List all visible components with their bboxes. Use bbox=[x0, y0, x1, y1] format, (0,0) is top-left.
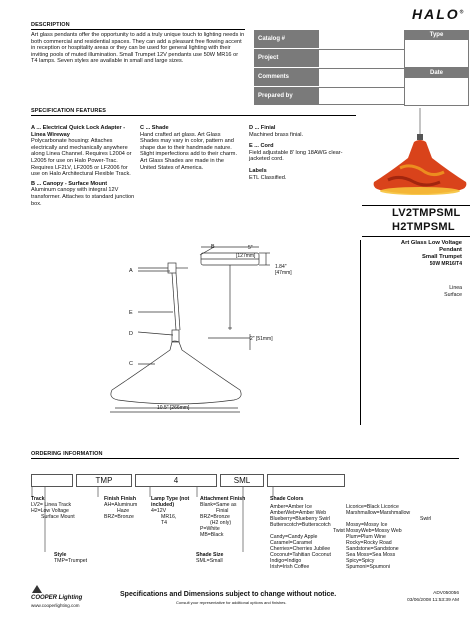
product-description bbox=[362, 240, 462, 268]
model-name-1: LV2TMPSML bbox=[392, 207, 461, 219]
date-field[interactable] bbox=[404, 78, 469, 106]
order-finish bbox=[104, 496, 137, 520]
attach-line-2: Finial bbox=[216, 508, 229, 514]
description-text: Art glass pendants offer the opportunity to add a truly unique touch to lighting needs in both commercial and residential spaces. They can add a pleasant free flowing accent in reception or hospitality areas or they can be used for general lighting with their inviting pools of muted illumination. Small Trumpet 12V pendants use 50W MR16 or T4 lamps. Seven styles are available in small and large sizes. bbox=[31, 32, 245, 65]
lamp-line-2: MR16, bbox=[161, 514, 177, 520]
spec-c-text: Hand crafted art glass. Art Glass Shades may vary in color, pattern and shape due to their handmade nature. Slight imperfections add to their charm. Art Glass Shades are made in the United States of America. bbox=[140, 131, 238, 171]
order-box-track[interactable] bbox=[31, 474, 73, 487]
dim-10-5: 10.5" [266mm] bbox=[157, 405, 190, 411]
color-item: Marshmallow=Marshmallow bbox=[346, 510, 411, 516]
labels-text: ETL Classified. bbox=[249, 174, 287, 181]
cooper-logo: COOPER Lighting bbox=[31, 595, 83, 601]
track-title: Track bbox=[31, 496, 45, 502]
color-item: Cherries=Cherries Jubilee bbox=[270, 546, 331, 552]
style-line-1: TMP=Trumpet bbox=[54, 558, 88, 564]
track-line-1: LV2= Linea Track bbox=[31, 502, 72, 508]
order-box-style[interactable]: TMP bbox=[76, 474, 132, 487]
labels-title: Labels bbox=[249, 167, 267, 174]
pendant-finial bbox=[417, 134, 423, 140]
attach-line-1: Blank=Same as bbox=[200, 502, 237, 508]
track-line-3: Surface Mount bbox=[41, 514, 75, 520]
comments-label: Comments bbox=[254, 68, 319, 86]
catalog-label: Catalog # bbox=[254, 30, 319, 48]
spec-d-text: Machined brass finial. bbox=[249, 131, 304, 138]
order-shade-colors bbox=[270, 496, 460, 570]
attach-title: Attachment Finish bbox=[200, 496, 246, 502]
attach-line-6: MB=Black bbox=[200, 532, 224, 538]
track-line-2: H2=Low Voltage bbox=[31, 508, 69, 514]
dim-2: 2" [51mm] bbox=[250, 336, 273, 342]
color-item: AmberWeb=Amber Web bbox=[270, 510, 327, 516]
dim-5-in: 5" bbox=[248, 245, 253, 251]
product-divider-v bbox=[360, 240, 361, 425]
color-item: Plum=Plum Wine bbox=[346, 534, 386, 540]
color-item: Twist bbox=[333, 528, 345, 534]
spec-b-title: B ... Canopy - Surface Mount bbox=[31, 180, 108, 187]
attach-line-3: BRZ=Bronze bbox=[200, 514, 230, 520]
footer-notice: Specifications and Dimensions subject to change without notice. bbox=[120, 591, 337, 598]
series-linea: Linea bbox=[449, 285, 462, 291]
spec-col-a bbox=[31, 125, 135, 207]
order-shade-size bbox=[196, 552, 223, 564]
order-lamp bbox=[151, 496, 193, 526]
color-item: Coconut=Tahitian Coconut bbox=[270, 552, 331, 558]
label-e: E bbox=[129, 310, 133, 316]
color-item: Caramel=Caramel bbox=[270, 540, 313, 546]
spec-form bbox=[254, 30, 469, 106]
date-label: Date bbox=[404, 68, 469, 78]
catalog-field[interactable] bbox=[319, 30, 404, 48]
dim-184-in: 1.84" bbox=[275, 264, 287, 270]
brand-name: HALO bbox=[412, 6, 460, 22]
footer-consult: Consult your representative for additional options and finishes. bbox=[176, 600, 287, 605]
desc-line-3: Small Trumpet bbox=[422, 254, 462, 260]
lamp-line-1: 4=12V bbox=[151, 508, 167, 514]
spec-a-title: A ... Electrical Quick Lock Adapter - Linea Wireway bbox=[31, 125, 126, 138]
cooper-logo-icon bbox=[31, 584, 43, 594]
dimension-drawing bbox=[110, 240, 360, 420]
colors-col-2 bbox=[346, 504, 446, 570]
color-item: Candy=Candy Apple bbox=[270, 534, 318, 540]
shade-size-title: Shade Size bbox=[196, 552, 224, 558]
finish-line-2: Haze bbox=[117, 508, 130, 514]
description-heading: DESCRIPTION bbox=[31, 22, 70, 28]
shade-size-line-1: SML=Small bbox=[196, 558, 223, 564]
label-d: D bbox=[129, 331, 133, 337]
spec-a-text: Polycarbonate housing: Attaches electrically and mechanically anywhere along Linea Channel. Requires L2004 or L2005 for use on Halo Power-Trac. Requires LF2LV, LF2005 or LF2006 for use on Halo Architectural Flexible Track. bbox=[31, 138, 132, 178]
spec-heading: SPECIFICATION FEATURES bbox=[31, 108, 107, 114]
product-rule-2 bbox=[362, 236, 470, 237]
attach-line-4: (H2 only) bbox=[210, 520, 232, 526]
ordering-heading: ORDERING INFORMATION bbox=[31, 451, 103, 457]
type-field[interactable] bbox=[404, 40, 469, 68]
desc-line-1: Art Glass Low Voltage bbox=[400, 240, 462, 246]
color-item: Spumoni=Spumoni bbox=[346, 564, 390, 570]
order-track bbox=[31, 496, 75, 520]
order-box-shade[interactable]: SML bbox=[220, 474, 264, 487]
prepared-label: Prepared by bbox=[254, 87, 319, 105]
spec-d-title: D ... Finial bbox=[249, 125, 276, 131]
brand-mark: ® bbox=[459, 9, 466, 16]
style-title: Style bbox=[54, 552, 67, 558]
label-a: A bbox=[129, 268, 133, 274]
dim-5-mm: [127mm] bbox=[236, 253, 256, 259]
footer-code: ADV050056 bbox=[433, 591, 459, 596]
order-attach bbox=[200, 496, 250, 538]
footer-date: 03/06/2008 11:53:39 AM bbox=[407, 598, 459, 603]
finish-line-1: AH=Aluminum bbox=[104, 502, 138, 508]
color-item: Spicy=Spicy bbox=[346, 558, 375, 564]
finial-d bbox=[172, 330, 179, 342]
product-photo bbox=[370, 108, 470, 200]
color-item: Irish=Irish Coffee bbox=[270, 564, 310, 570]
color-item: Rocky=Rocky Road bbox=[346, 540, 392, 546]
colors-title: Shade Colors bbox=[270, 496, 304, 502]
lamp-line-3: T4 bbox=[161, 520, 168, 526]
colors-col-1 bbox=[270, 504, 355, 570]
color-item: Mossy=Mossy Ice bbox=[346, 522, 388, 528]
product-rule bbox=[362, 205, 470, 206]
color-item: Butterscotch=Butterscotch bbox=[270, 522, 331, 528]
series-list bbox=[444, 285, 462, 299]
spec-col-c bbox=[140, 125, 240, 171]
color-item: Licorice=Black Licorice bbox=[346, 504, 399, 510]
color-item: Swirl bbox=[420, 516, 432, 522]
shade-c bbox=[111, 341, 241, 404]
spec-e-text: Field adjustable 8' long 18AWG clear-jacketed cord. bbox=[249, 149, 343, 163]
spec-c-title: C ... Shade bbox=[140, 125, 169, 131]
description-rule bbox=[31, 29, 245, 30]
comments-field[interactable] bbox=[319, 68, 404, 86]
series-surface: Surface bbox=[444, 292, 462, 298]
model-name-2: H2TMPSML bbox=[392, 221, 455, 233]
spec-e-title: E ... Cord bbox=[249, 143, 274, 150]
project-label: Project bbox=[254, 49, 319, 67]
label-c: C bbox=[129, 361, 133, 367]
color-item: MossyWeb=Mossy Web bbox=[346, 528, 402, 534]
ordering-rule bbox=[31, 458, 459, 459]
halo-logo bbox=[412, 6, 465, 22]
desc-line-2: Pendant bbox=[439, 247, 462, 253]
attach-line-5: P=White bbox=[200, 526, 220, 532]
spec-rule bbox=[31, 115, 356, 116]
finish-title: Finish Finish bbox=[104, 496, 136, 502]
color-item: Blueberry=Blueberry Swirl bbox=[270, 516, 331, 522]
color-item: Sea Moss=Sea Moss bbox=[346, 552, 396, 558]
footer-url[interactable]: www.cooperlighting.com bbox=[31, 603, 80, 608]
type-label: Type bbox=[404, 30, 469, 40]
order-style bbox=[54, 552, 87, 564]
prepared-field[interactable] bbox=[319, 87, 404, 105]
order-box-color[interactable] bbox=[267, 474, 345, 487]
spec-b-text: Aluminum canopy with integral 12V transformer. Attaches to standard junction box. bbox=[31, 187, 135, 207]
project-field[interactable] bbox=[319, 49, 404, 67]
color-item: Amber=Amber Ice bbox=[270, 504, 312, 510]
desc-line-4: 50W MR16/T4 bbox=[429, 261, 462, 267]
finish-line-3: BRZ=Bronze bbox=[104, 514, 134, 520]
color-item: Sandstone=Sandstone bbox=[346, 546, 399, 552]
pendant-shade bbox=[374, 140, 467, 194]
dim-184-mm: [47mm] bbox=[275, 270, 292, 276]
lamp-title: Lamp Type (not included) bbox=[151, 496, 190, 508]
color-item: Indigo=Indigo bbox=[270, 558, 302, 564]
adapter-a bbox=[168, 263, 176, 273]
label-b: B bbox=[211, 244, 215, 250]
spec-col-d bbox=[249, 125, 355, 181]
order-box-lamp[interactable]: 4 bbox=[135, 474, 217, 487]
